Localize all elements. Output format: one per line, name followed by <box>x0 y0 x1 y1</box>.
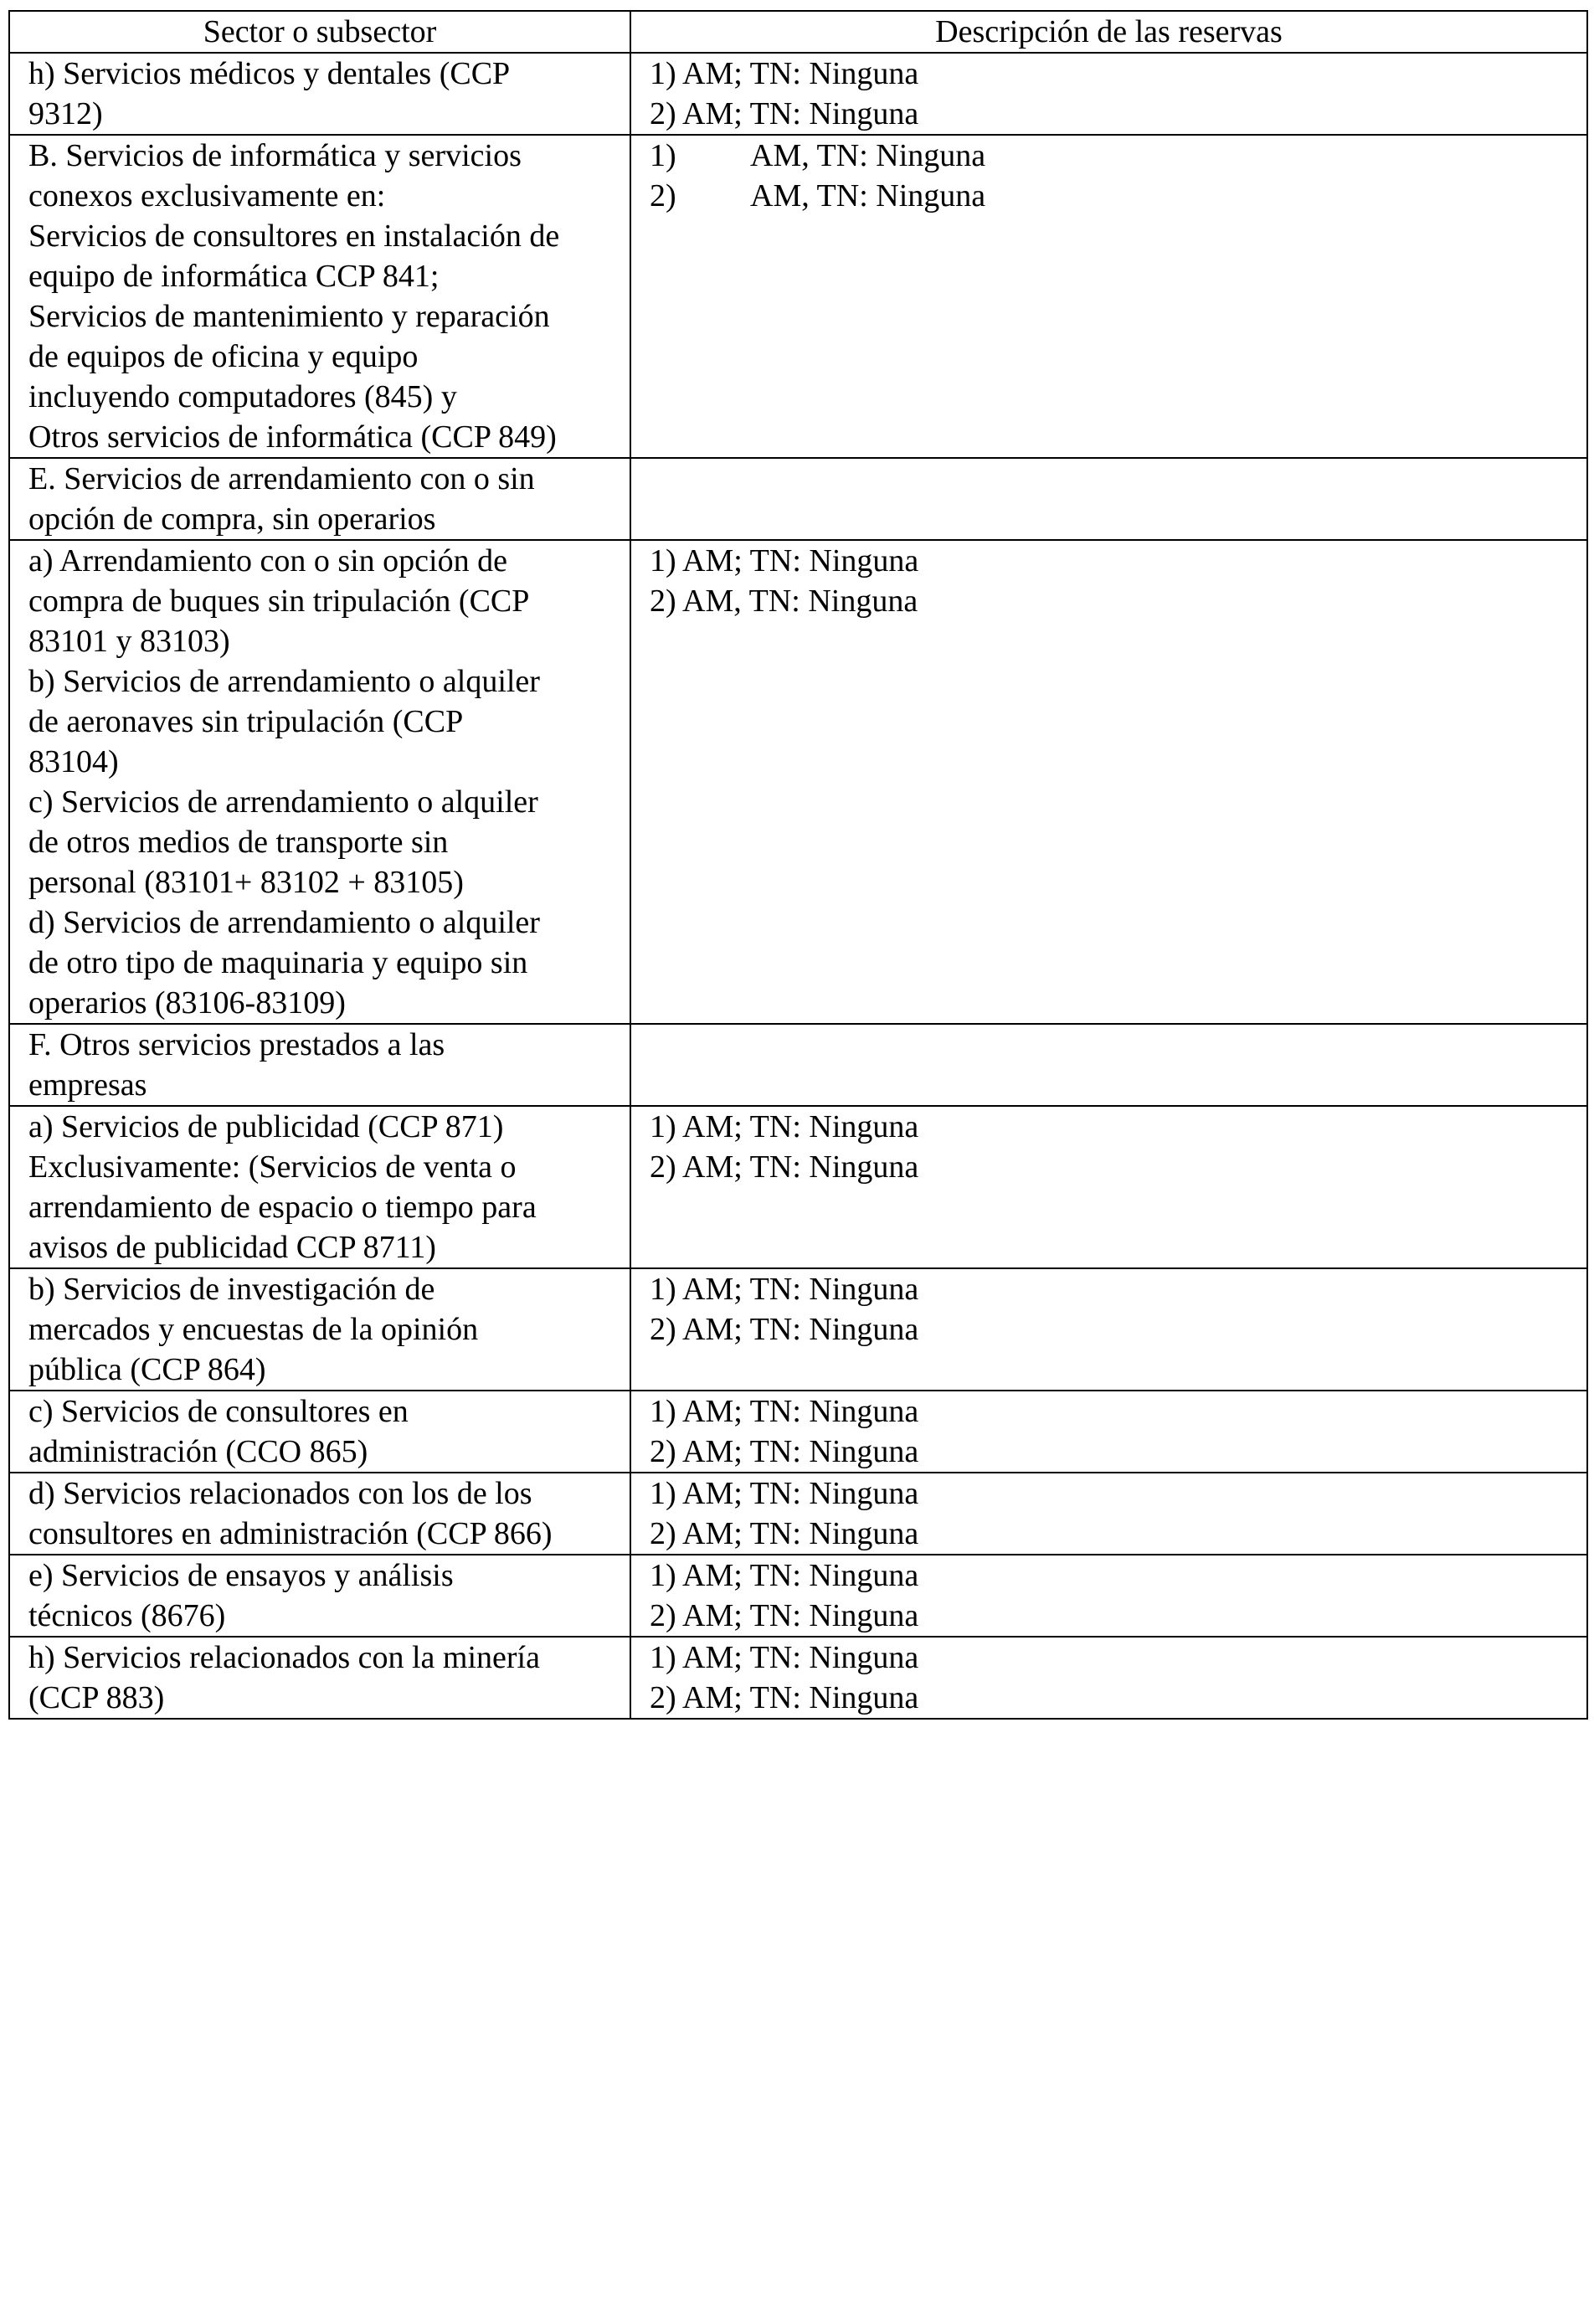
reservas-cell <box>630 1024 1587 1106</box>
reserva-text: AM, TN: Ninguna <box>750 138 986 173</box>
table-row <box>9 1555 1587 1637</box>
sector-line: e) Servicios de ensayos y análisis <box>28 1558 454 1593</box>
sector-cell <box>9 1024 630 1106</box>
sector-line: incluyendo computadores (845) y <box>28 379 457 414</box>
sector-line: h) Servicios médicos y dentales (CCP <box>28 56 511 91</box>
sector-line: compra de buques sin tripulación (CCP <box>28 584 530 619</box>
sector-cell <box>9 1391 630 1473</box>
sector-cell <box>9 1106 630 1268</box>
reservas-cell <box>630 540 1587 1024</box>
sector-line: de otro tipo de maquinaria y equipo sin <box>28 945 528 980</box>
reservas-cell <box>630 1268 1587 1391</box>
reserva-text: AM, TN: Ninguna <box>750 178 986 213</box>
sector-line: c) Servicios de consultores en <box>28 1394 409 1429</box>
reserva-line: 2) AM; TN: Ninguna <box>650 1598 919 1633</box>
sector-cell <box>9 1268 630 1391</box>
reservas-cell <box>630 1106 1587 1268</box>
reserva-line: 2) AM; TN: Ninguna <box>650 1312 919 1347</box>
sector-line: de aeronaves sin tripulación (CCP <box>28 704 464 739</box>
reserva-line: 2) AM; TN: Ninguna <box>650 1434 919 1469</box>
reservas-cell <box>630 53 1587 135</box>
sector-line: h) Servicios relacionados con la minería <box>28 1640 540 1675</box>
sector-line: B. Servicios de informática y servicios <box>28 138 522 173</box>
reserva-line: 2) AM; TN: Ninguna <box>650 1680 919 1715</box>
reserva-line: 1) AM; TN: Ninguna <box>650 1394 919 1429</box>
sector-line: de equipos de oficina y equipo <box>28 339 419 374</box>
sector-line: pública (CCP 864) <box>28 1352 266 1387</box>
reserva-line: 2) AM; TN: Ninguna <box>650 1149 919 1185</box>
sector-line: F. Otros servicios prestados a las <box>28 1027 445 1062</box>
header-sector: Sector o subsector <box>9 11 630 53</box>
reservas-cell <box>630 1637 1587 1719</box>
reservas-cell <box>630 458 1587 540</box>
sector-line: opción de compra, sin operarios <box>28 501 436 537</box>
sector-cell <box>9 135 630 458</box>
table-row <box>9 135 1587 458</box>
sector-cell <box>9 458 630 540</box>
sector-line: equipo de informática CCP 841; <box>28 259 440 294</box>
table-row <box>9 1268 1587 1391</box>
sector-line: (CCP 883) <box>28 1680 165 1715</box>
sector-line: arrendamiento de espacio o tiempo para <box>28 1190 537 1225</box>
table-row <box>9 540 1587 1024</box>
reserva-line: 1) AM; TN: Ninguna <box>650 1558 919 1593</box>
sector-line: administración (CCO 865) <box>28 1434 368 1469</box>
table-row <box>9 1391 1587 1473</box>
reserva-line: 1) AM; TN: Ninguna <box>650 56 919 91</box>
reserva-line: 2) AM; TN: Ninguna <box>650 96 919 131</box>
reserva-line: 2) AM, TN: Ninguna <box>650 584 918 619</box>
reservations-table <box>8 10 1588 1720</box>
sector-line: Servicios de consultores en instalación de <box>28 219 560 254</box>
reserva-number: 1) <box>650 138 676 173</box>
sector-line: personal (83101+ 83102 + 83105) <box>28 865 464 900</box>
reserva-line <box>650 136 1586 176</box>
table-row <box>9 1637 1587 1719</box>
sector-line: de otros medios de transporte sin <box>28 825 449 860</box>
sector-line: c) Servicios de arrendamiento o alquiler <box>28 784 538 820</box>
sector-line: Otros servicios de informática (CCP 849) <box>28 419 557 455</box>
reservas-cell <box>630 135 1587 458</box>
sector-line: consultores en administración (CCP 866) <box>28 1516 553 1551</box>
reserva-number: 2) <box>650 178 676 213</box>
reserva-line: 1) AM; TN: Ninguna <box>650 1272 919 1307</box>
sector-line: operarios (83106-83109) <box>28 985 346 1021</box>
sector-cell <box>9 53 630 135</box>
sector-line: d) Servicios relacionados con los de los <box>28 1476 532 1511</box>
table-row <box>9 1106 1587 1268</box>
sector-line: a) Servicios de publicidad (CCP 871) <box>28 1109 504 1144</box>
sector-cell <box>9 540 630 1024</box>
sector-line: técnicos (8676) <box>28 1598 226 1633</box>
sector-line: a) Arrendamiento con o sin opción de <box>28 543 507 578</box>
sector-line: empresas <box>28 1067 147 1103</box>
table-row <box>9 1473 1587 1555</box>
table-row <box>9 1024 1587 1106</box>
table-body <box>9 53 1587 1719</box>
sector-line: mercados y encuestas de la opinión <box>28 1312 479 1347</box>
reservas-cell <box>630 1391 1587 1473</box>
sector-line: conexos exclusivamente en: <box>28 178 386 213</box>
sector-cell <box>9 1473 630 1555</box>
sector-cell <box>9 1555 630 1637</box>
sector-line: E. Servicios de arrendamiento con o sin <box>28 461 535 496</box>
header-reservas: Descripción de las reservas <box>630 11 1587 53</box>
sector-line: 83101 y 83103) <box>28 624 230 659</box>
sector-line: 9312) <box>28 96 103 131</box>
table-header-row <box>9 11 1587 53</box>
sector-cell <box>9 1637 630 1719</box>
sector-line: Servicios de mantenimiento y reparación <box>28 299 550 334</box>
sector-line: avisos de publicidad CCP 8711) <box>28 1230 436 1265</box>
sector-line: 83104) <box>28 744 119 779</box>
reserva-line: 1) AM; TN: Ninguna <box>650 543 919 578</box>
reservas-cell <box>630 1555 1587 1637</box>
reserva-line: 1) AM; TN: Ninguna <box>650 1476 919 1511</box>
sector-line: Exclusivamente: (Servicios de venta o <box>28 1149 517 1185</box>
table-row <box>9 458 1587 540</box>
table-row <box>9 53 1587 135</box>
sector-line: b) Servicios de investigación de <box>28 1272 435 1307</box>
reserva-line <box>650 176 1586 216</box>
sector-line: d) Servicios de arrendamiento o alquiler <box>28 905 540 940</box>
reserva-line: 2) AM; TN: Ninguna <box>650 1516 919 1551</box>
reserva-line: 1) AM; TN: Ninguna <box>650 1640 919 1675</box>
sector-line: b) Servicios de arrendamiento o alquiler <box>28 664 540 699</box>
reservas-cell <box>630 1473 1587 1555</box>
reserva-line: 1) AM; TN: Ninguna <box>650 1109 919 1144</box>
document-page <box>8 10 1586 1720</box>
